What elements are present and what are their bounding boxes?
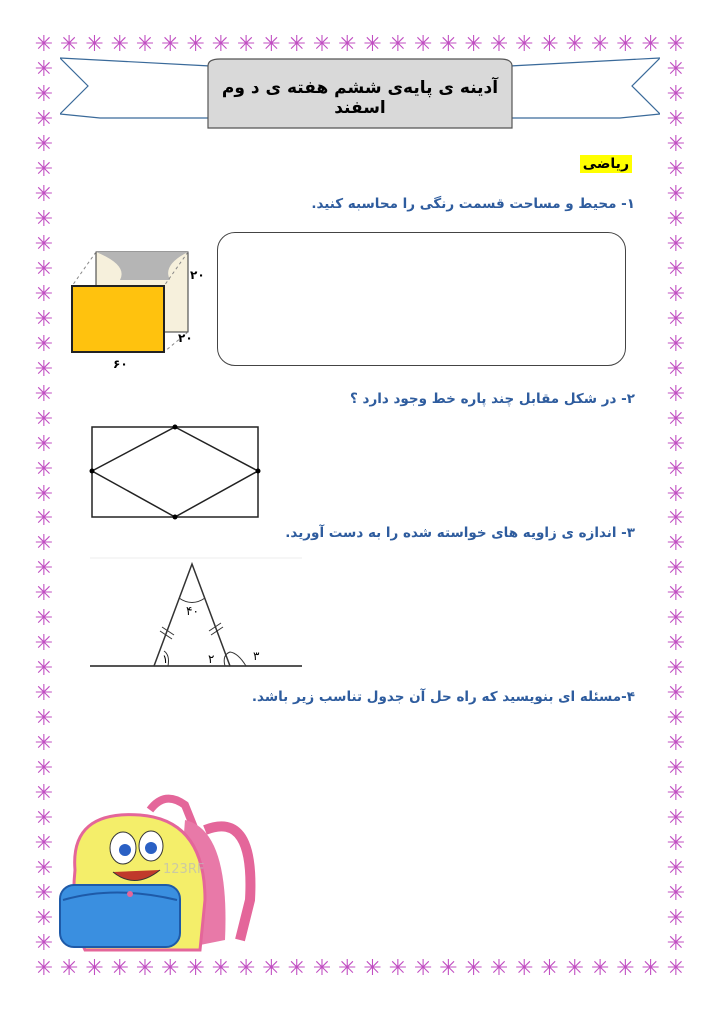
star-ornament: ✳: [34, 631, 54, 657]
star-ornament: ✳: [666, 606, 686, 632]
star-ornament: ✳: [34, 581, 54, 607]
star-ornament: ✳: [34, 556, 54, 582]
star-ornament: ✳: [34, 281, 54, 307]
star-ornament: ✳: [666, 781, 686, 807]
star-ornament: ✳: [666, 32, 686, 57]
star-ornament: ✳: [34, 81, 54, 107]
star-ornament: ✳: [237, 32, 256, 57]
page-title: آدینه ی پایه‌ی ششم هفته ی د وم اسفند: [221, 78, 499, 118]
star-ornament: ✳: [287, 956, 307, 981]
star-ornament: ✳: [666, 756, 686, 782]
star-ornament: ✳: [565, 32, 585, 57]
angle-2-label: ۲: [208, 652, 215, 666]
star-ornament: ✳: [34, 656, 54, 682]
star-ornament: ✳: [34, 506, 54, 532]
star-ornament: ✳: [237, 956, 256, 981]
star-ornament: ✳: [641, 956, 660, 981]
question-1: ۱- محیط و مساحت قسمت رنگی را محاسبه کنید.: [311, 196, 635, 212]
star-ornament: ✳: [34, 106, 54, 132]
star-ornament: ✳: [186, 32, 205, 57]
star-ornament: ✳: [666, 56, 686, 82]
star-ornament: ✳: [34, 231, 54, 257]
star-ornament: ✳: [60, 32, 79, 57]
star-ornament: ✳: [388, 32, 408, 57]
star-ornament: ✳: [666, 431, 686, 457]
star-ornament: ✳: [135, 956, 155, 981]
star-ornament: ✳: [666, 906, 686, 932]
star-ornament: ✳: [34, 56, 54, 82]
star-ornament: ✳: [34, 881, 54, 907]
star-ornament: ✳: [34, 906, 54, 932]
star-ornament: ✳: [60, 956, 79, 981]
star-ornament: ✳: [666, 656, 686, 682]
star-ornament: ✳: [34, 931, 54, 957]
star-ornament: ✳: [666, 106, 686, 132]
star-ornament: ✳: [34, 156, 54, 182]
star-ornament: ✳: [312, 32, 332, 57]
star-ornament: ✳: [515, 956, 534, 981]
star-ornament: ✳: [34, 706, 54, 732]
star-ornament: ✳: [34, 406, 54, 432]
star-ornament: ✳: [34, 356, 54, 382]
star-ornament: ✳: [211, 32, 231, 57]
backpack-illustration: [55, 790, 260, 960]
star-ornament: ✳: [388, 956, 408, 981]
star-ornament: ✳: [34, 331, 54, 357]
width-label: ۶۰: [113, 357, 128, 371]
star-ornament: ✳: [666, 581, 686, 607]
star-ornament: ✳: [616, 956, 635, 981]
angle-3-label: ۳: [253, 649, 260, 663]
star-ornament: ✳: [211, 956, 231, 981]
star-ornament: ✳: [616, 32, 635, 57]
star-ornament: ✳: [439, 32, 458, 57]
star-ornament: ✳: [666, 881, 686, 907]
question-2: ۲- در شکل مقابل چند پاره خط وجود دارد ؟: [350, 391, 635, 407]
star-ornament: ✳: [666, 831, 686, 857]
star-ornament: ✳: [666, 306, 686, 332]
star-ornament: ✳: [590, 956, 610, 981]
star-ornament: ✳: [34, 681, 54, 707]
star-ornament: ✳: [666, 531, 686, 557]
star-ornament: ✳: [262, 32, 281, 57]
star-ornament: ✳: [34, 456, 54, 482]
rectangle-rhombus-figure: [88, 422, 264, 522]
star-ornament: ✳: [338, 32, 357, 57]
star-ornament: ✳: [641, 32, 660, 57]
star-ornament: ✳: [85, 32, 104, 57]
subject-label: ریاضی: [580, 155, 632, 173]
star-ornament: ✳: [666, 81, 686, 107]
star-ornament: ✳: [363, 956, 382, 981]
star-ornament: ✳: [590, 32, 610, 57]
star-ornament: ✳: [262, 956, 281, 981]
star-ornament: ✳: [338, 956, 357, 981]
star-ornament: ✳: [540, 32, 559, 57]
star-ornament: ✳: [34, 256, 54, 282]
depth-label: ۲۰: [178, 331, 193, 345]
star-ornament: ✳: [161, 956, 180, 981]
star-ornament: ✳: [34, 606, 54, 632]
star-ornament: ✳: [666, 631, 686, 657]
star-ornament: ✳: [34, 531, 54, 557]
star-ornament: ✳: [666, 206, 686, 232]
star-ornament: ✳: [489, 956, 509, 981]
star-ornament: ✳: [34, 781, 54, 807]
star-ornament: ✳: [666, 281, 686, 307]
star-ornament: ✳: [666, 406, 686, 432]
apex-angle-label: ۴۰: [186, 604, 199, 618]
star-ornament: ✳: [34, 756, 54, 782]
star-ornament: ✳: [110, 32, 130, 57]
star-ornament: ✳: [287, 32, 307, 57]
star-ornament: ✳: [34, 381, 54, 407]
star-ornament: ✳: [135, 32, 155, 57]
star-ornament: ✳: [666, 506, 686, 532]
star-ornament: ✳: [439, 956, 458, 981]
star-ornament: ✳: [464, 956, 483, 981]
star-ornament: ✳: [666, 131, 686, 157]
star-ornament: ✳: [464, 32, 483, 57]
question-4: ۴-مسئله ای بنویسید که راه حل آن جدول تناسب زیر باشد.: [251, 689, 635, 705]
star-ornament: ✳: [666, 181, 686, 207]
angle-1-label: ۱: [162, 652, 169, 666]
star-ornament: ✳: [161, 32, 180, 57]
star-ornament: ✳: [34, 131, 54, 157]
star-ornament: ✳: [666, 481, 686, 507]
star-ornament: ✳: [666, 456, 686, 482]
height-label: ۲۰: [190, 268, 205, 282]
star-ornament: ✳: [489, 32, 509, 57]
star-ornament: ✳: [34, 806, 54, 832]
star-ornament: ✳: [85, 956, 104, 981]
star-ornament: ✳: [34, 731, 54, 757]
star-ornament: ✳: [565, 956, 585, 981]
star-ornament: ✳: [666, 681, 686, 707]
star-ornament: ✳: [34, 831, 54, 857]
star-ornament: ✳: [666, 956, 686, 981]
star-ornament: ✳: [666, 356, 686, 382]
answer-box[interactable]: [217, 232, 626, 366]
question-3: ۳- اندازه ی زاویه های خواسته شده را به دست آورید.: [285, 525, 635, 541]
star-ornament: ✳: [666, 231, 686, 257]
star-ornament: ✳: [312, 956, 332, 981]
star-ornament: ✳: [666, 556, 686, 582]
star-ornament: ✳: [413, 32, 433, 57]
star-ornament: ✳: [515, 32, 534, 57]
star-ornament: ✳: [666, 256, 686, 282]
star-ornament: ✳: [666, 706, 686, 732]
star-ornament: ✳: [110, 956, 130, 981]
star-ornament: ✳: [666, 856, 686, 882]
star-ornament: ✳: [34, 481, 54, 507]
star-ornament: ✳: [666, 731, 686, 757]
star-ornament: ✳: [34, 181, 54, 207]
star-ornament: ✳: [666, 381, 686, 407]
prism-figure: [70, 250, 195, 360]
watermark: 123RF: [163, 862, 205, 877]
star-ornament: ✳: [540, 956, 559, 981]
star-ornament: ✳: [363, 32, 382, 57]
star-ornament: ✳: [666, 156, 686, 182]
star-ornament: ✳: [413, 956, 433, 981]
star-ornament: ✳: [34, 32, 54, 57]
star-ornament: ✳: [34, 956, 54, 981]
star-ornament: ✳: [666, 331, 686, 357]
star-ornament: ✳: [34, 306, 54, 332]
star-ornament: ✳: [666, 806, 686, 832]
star-ornament: ✳: [34, 206, 54, 232]
star-ornament: ✳: [666, 931, 686, 957]
star-ornament: ✳: [186, 956, 205, 981]
star-ornament: ✳: [34, 431, 54, 457]
star-ornament: ✳: [34, 856, 54, 882]
